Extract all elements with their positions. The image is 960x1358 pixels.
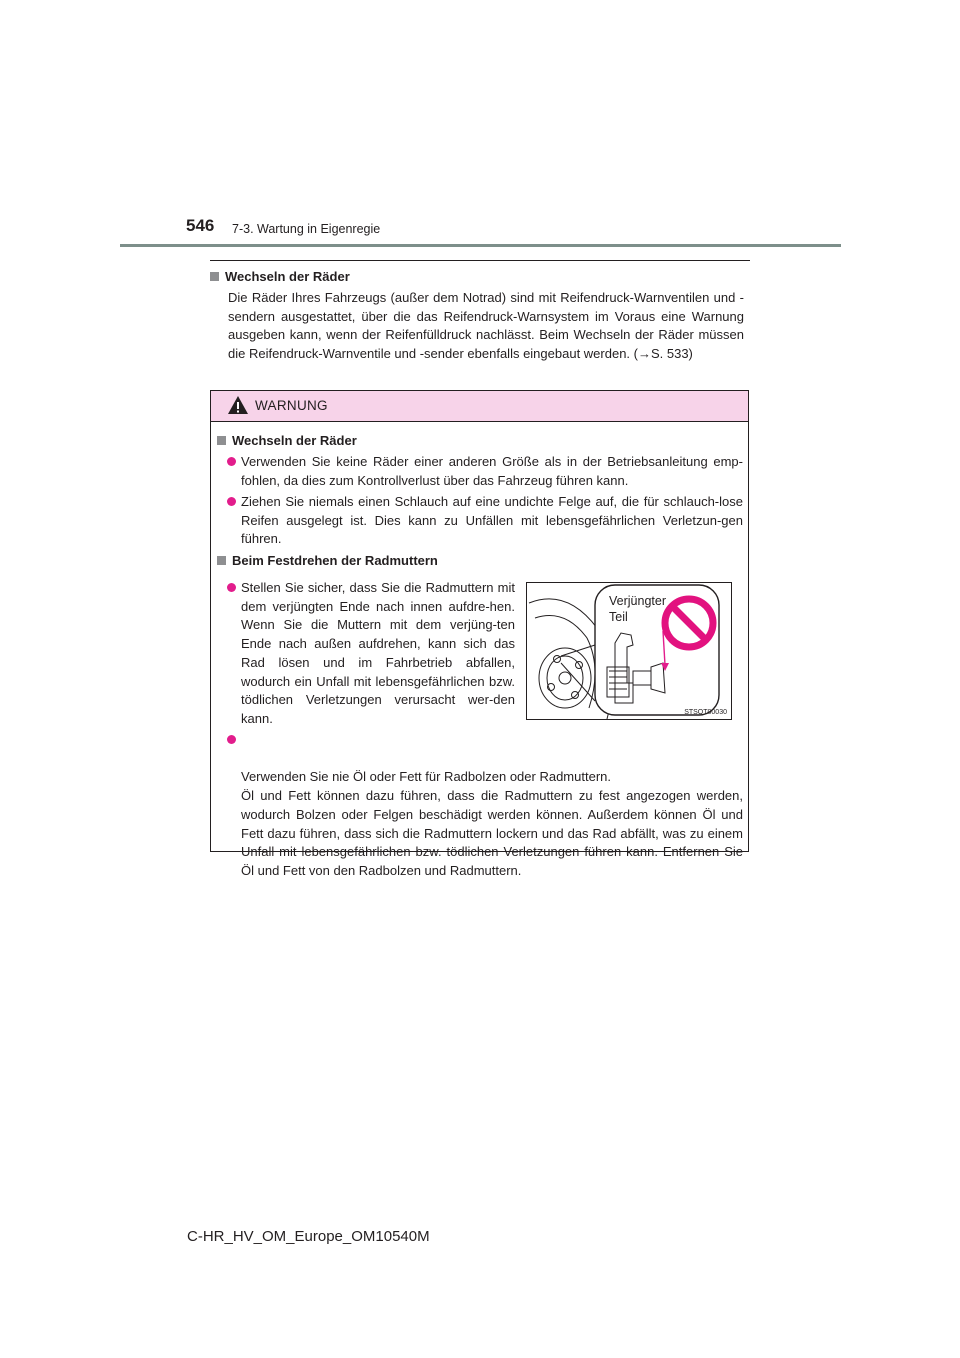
footer-doc-id: C-HR_HV_OM_Europe_OM10540M [187, 1228, 430, 1245]
warning-bullet-text: Verwenden Sie keine Räder einer anderen Größe als in der Betriebsanleitung emp-fohlen, da dies zum Kontrollverlust über das Fahrzeug führen kann. [241, 454, 743, 488]
warning-section-heading [217, 433, 357, 448]
intro-heading-text: Wechseln der Räder [225, 269, 350, 284]
warning-bullet-text: Ziehen Sie niemals einen Schlauch auf eine undichte Felge auf, die für schlauch-lose Reifen ausgelegt ist. Dies kann zu Unfällen mit lebensgefährlichen Verletzun-gen führen. [241, 494, 743, 547]
warning-box [210, 390, 749, 878]
section-title: 7-3. Wartung in Eigenregie [232, 222, 381, 236]
round-bullet-icon [227, 497, 236, 506]
content-rule [210, 260, 750, 261]
round-bullet-icon [227, 457, 236, 466]
figure-code: STSOT00030 [684, 709, 727, 716]
warning-section-heading-text: Wechseln der Räder [232, 433, 357, 448]
page-number: 546 [186, 216, 215, 235]
warning-triangle-icon [227, 395, 249, 415]
warning-bullet-item [227, 579, 515, 729]
intro-heading [210, 269, 350, 284]
warning-bullet-item [227, 731, 743, 899]
warning-bullet-text: Stellen Sie sicher, dass Sie die Radmuttern mit dem verjüngten Ende nach innen aufdre-hen. Wenn Sie die Muttern mit dem verjüng-ten Ende nach außen aufdrehen, kann sich das Rad lösen und im Fahrbetrieb abfallen, wodurch ein Unfall mit lebensgefährlichen bzw. tödlichen Verletzungen verursacht wer-den kann. [241, 580, 515, 726]
warning-title: WARNUNG [255, 398, 328, 413]
warning-bullet-text: Verwenden Sie nie Öl oder Fett für Radbolzen oder Radmuttern. Öl und Fett können dazu führen, dass die Radmuttern zu fest angezogen werden, wodurch Bolzen oder Felgen beschädigt werden können. Außerdem können Öl und Fett dazu führen, dass sich die Radmuttern lockern und das Rad abfällt, was zu einem Unfall mit lebensgefährlichen bzw. tödlichen Verletzungen führen kann. Entfernen Sie Öl und Fett von den Radbolzen und Radmuttern. [241, 769, 743, 878]
warning-bullet-item [227, 493, 743, 549]
warning-bullet-item [227, 453, 743, 490]
warning-header [211, 391, 748, 422]
round-bullet-icon [227, 583, 236, 592]
warning-section-heading [217, 553, 438, 568]
square-bullet-icon [217, 556, 226, 565]
intro-text: Die Räder Ihres Fahrzeugs (außer dem Notrad) sind mit Reifendruck-Warnventilen und -sendern ausgestattet, über die das Reifendruck-Warnsystem im Voraus eine Warnung ausgeben kann, wenn der Reifenfülldruck nachlässt. Beim Wechseln der Räder müssen die Reifendruck-Warnventile und -sender ebenfalls eingebaut werden. (→S. 533) [228, 290, 744, 362]
wheel-nut-figure [526, 582, 732, 720]
round-bullet-icon [227, 735, 236, 744]
warning-section-heading-text: Beim Festdrehen der Radmuttern [232, 553, 438, 568]
square-bullet-icon [210, 272, 219, 281]
header-rule [120, 244, 841, 247]
figure-label: Verjüngter Teil [609, 594, 666, 624]
square-bullet-icon [217, 436, 226, 445]
